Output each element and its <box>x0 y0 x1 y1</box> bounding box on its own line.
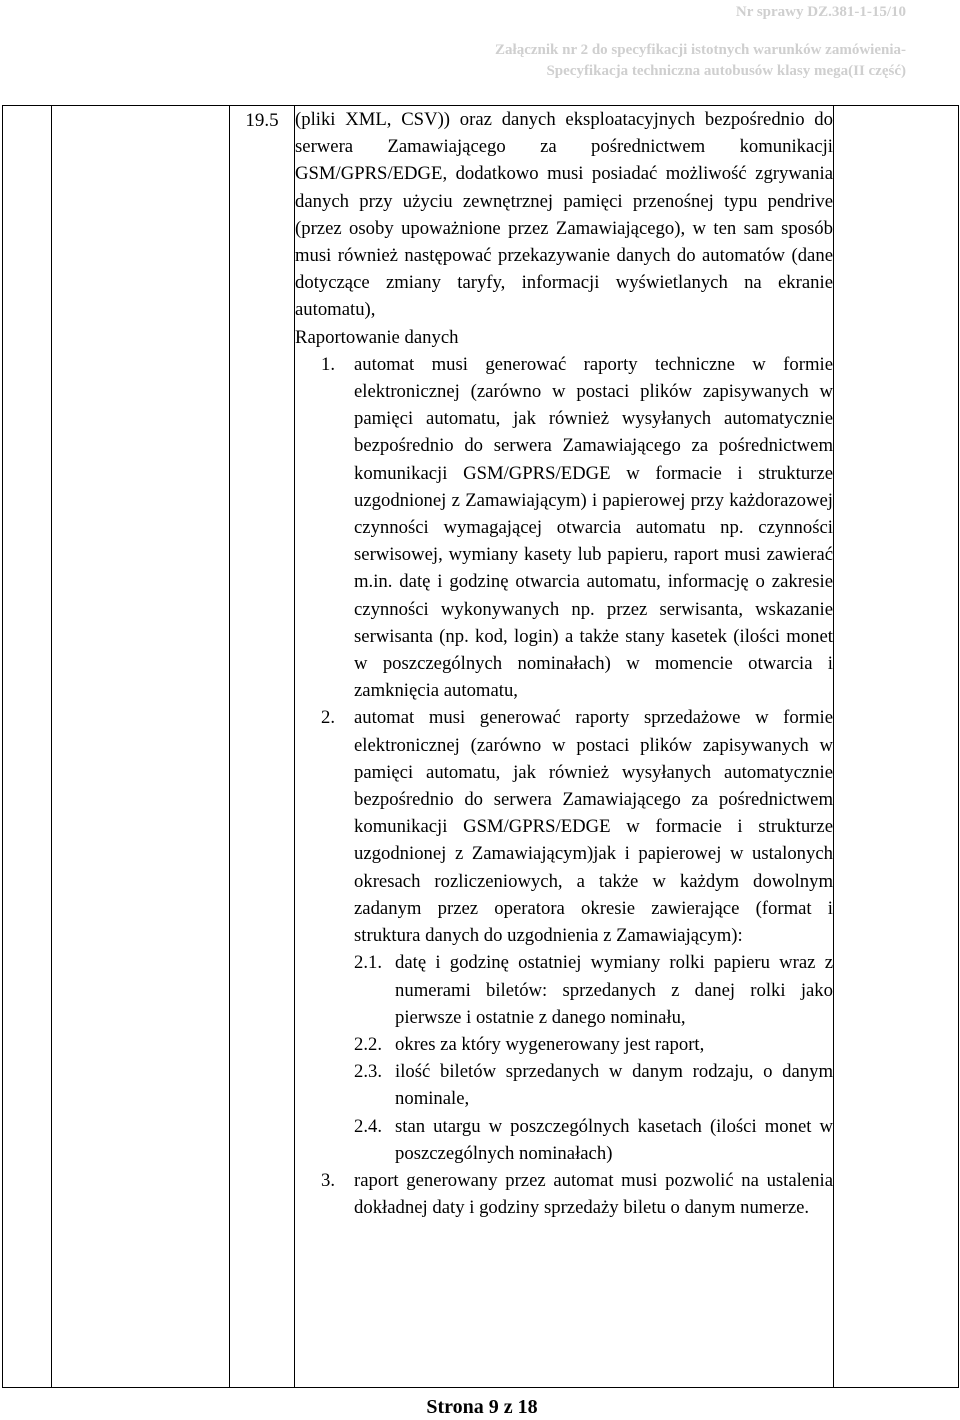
annex-title: Załącznik nr 2 do specyfikacji istotnych warunków zamówienia- <box>495 42 906 58</box>
list-item <box>321 351 833 705</box>
list-item-text: raport generowany przez automat musi pozwolić na ustalenia dokładnej daty i godziny sprzedaży biletu o danym numerze. <box>354 1169 833 1219</box>
sub-list-item <box>354 1058 833 1112</box>
report-list <box>321 351 833 1222</box>
spec-table <box>2 105 959 1388</box>
sub-list-item <box>354 1031 833 1058</box>
list-item-number: 2. <box>321 707 336 729</box>
sub-list-item <box>354 949 833 1031</box>
intro-paragraph: (pliki XML, CSV)) oraz danych eksploatacyjnych bezpośrednio do serwera Zamawiającego za pośrednictwem komunikacji GSM/GPRS/EDGE, dodatkowo musi posiadać możliwość zgrywania danych przy użyciu zewnętrznej pamięci przenośnej typu pendrive (przez osoby upoważnione przez Zamawiającego), w ten sam sposób musi również następować przekazywanie danych do automatów (dane dotyczące zmiany taryfy, informacji wyświetlanych na ekranie automatu), <box>295 109 833 321</box>
table-row <box>3 106 959 1388</box>
sub-item-text: stan utargu w poszczególnych kasetach (ilości monet w poszczególnych nominałach) <box>395 1115 833 1164</box>
sub-item-text: ilość biletów sprzedanych w danym rodzaju, o danym nominale, <box>395 1061 833 1110</box>
row-number: 19.5 <box>245 110 279 131</box>
list-item-text: automat musi generować raporty techniczne w formie elektronicznej (zarówno w postaci plików zapisywanych w pamięci automatu, jak również wysyłanych automatycznie bezpośrednio do serwera Zamawiającego za pośrednictwem komunikacji GSM/GPRS/EDGE w formacie i strukturze uzgodnionej z Zamawiającym) i papierowej przy każdorazowej czynności wymagającej otwarcia automatu np. czynności serwisowej, wymiany kasety lub papieru, raport musi zawierać m.in. datę i godzinę otwarcia automatu, informację o zakresie czynności wykonywanych np. przez serwisanta, wskazanie serwisanta (np. kod, login) a także stany kasetek (ilości monet w poszczególnych nominałach) w momencie otwarcia i zamknięcia automatu, <box>354 353 833 702</box>
list-item-number: 1. <box>321 353 336 375</box>
sub-item-text: datę i godzinę ostatniej wymiany rolki papieru wraz z numerami biletów: sprzedanych z danej rolki jako pierwsze i ostatnie z danego nominału, <box>395 952 833 1028</box>
list-item-text: automat musi generować raporty sprzedażowe w formie elektronicznej (zarówno w postaci plików zapisywanych w pamięci automatu, jak również wysyłanych automatycznie bezpośrednio do serwera Zamawiającego za pośrednictwem komunikacji GSM/GPRS/EDGE w formacie i strukturze uzgodnionej z Zamawiającym)jak i papierowej w ustalonych okresach rozliczeniowych, a także w każdym dowolnym zadanym przez operatora okresie zawierające (format i struktura danych do uzgodnienia z Zamawiającym): <box>354 707 833 947</box>
requirement-cell <box>295 106 834 1388</box>
case-number: Nr sprawy DZ.381-1-15/10 <box>735 4 906 20</box>
sub-list <box>354 949 833 1167</box>
empty-cell <box>834 106 959 1388</box>
sub-item-number: 2.2. <box>354 1033 383 1055</box>
page-number: Strona 9 z 18 <box>426 1396 538 1418</box>
sub-item-number: 2.4. <box>354 1115 383 1137</box>
list-item <box>321 1167 833 1221</box>
spec-title: Specyfikacja techniczna autobusów klasy mega(II część) <box>546 63 906 79</box>
empty-cell <box>3 106 52 1388</box>
sub-list-item <box>354 1113 833 1167</box>
sub-item-number: 2.3. <box>354 1061 383 1083</box>
list-item <box>321 704 833 949</box>
empty-cell <box>52 106 230 1388</box>
sub-item-number: 2.1. <box>354 952 383 974</box>
sub-item-text: okres za który wygenerowany jest raport, <box>395 1033 705 1055</box>
row-number-cell <box>230 106 295 1388</box>
list-item-number: 3. <box>321 1169 336 1191</box>
section-title: Raportowanie danych <box>295 326 459 348</box>
